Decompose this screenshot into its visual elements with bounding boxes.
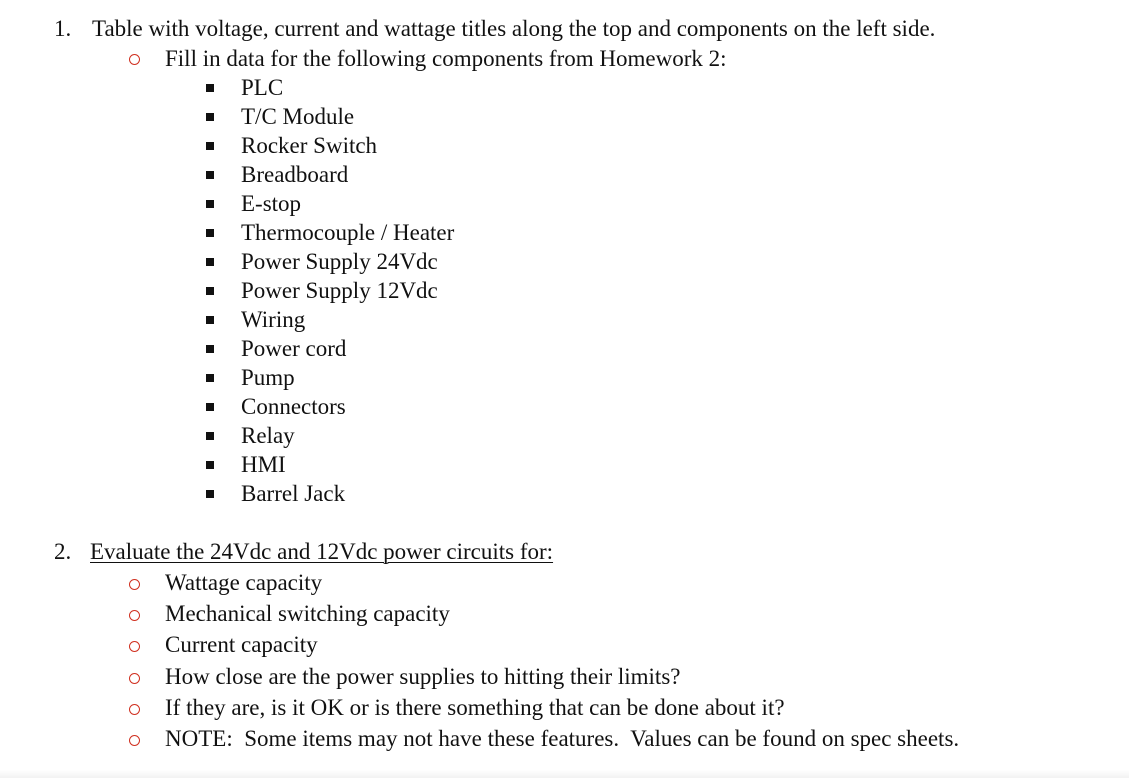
hollow-bullet-icon xyxy=(129,579,140,590)
evaluation-item: How close are the power supplies to hitting their limits? xyxy=(165,664,681,689)
item-1-number: 1. xyxy=(54,16,72,41)
item-2-number: 2. xyxy=(54,539,72,564)
hollow-bullet-icon xyxy=(129,610,140,621)
hollow-bullet-icon xyxy=(129,704,140,715)
square-bullet-icon xyxy=(206,142,214,150)
component-item: E-stop xyxy=(241,191,302,216)
component-item: Power Supply 12Vdc xyxy=(241,278,438,303)
evaluation-item: If they are, is it OK or is there something that can be done about it? xyxy=(165,695,785,720)
component-item: Rocker Switch xyxy=(241,133,378,158)
square-bullet-icon xyxy=(206,229,214,237)
square-bullet-icon xyxy=(206,403,214,411)
component-item: Breadboard xyxy=(241,162,349,187)
component-item: HMI xyxy=(241,452,286,477)
component-item: Barrel Jack xyxy=(241,481,346,506)
square-bullet-icon xyxy=(206,316,214,324)
evaluation-item: NOTE: Some items may not have these features. Values can be found on spec sheets. xyxy=(165,726,960,751)
square-bullet-icon xyxy=(206,258,214,266)
component-item: Relay xyxy=(241,423,295,448)
hollow-bullet-icon xyxy=(129,735,140,746)
item-2-heading: Evaluate the 24Vdc and 12Vdc power circuits for: xyxy=(90,539,554,564)
evaluation-item: Mechanical switching capacity xyxy=(165,601,450,626)
square-bullet-icon xyxy=(206,490,214,498)
square-bullet-icon xyxy=(206,171,214,179)
square-bullet-icon xyxy=(206,113,214,121)
component-item: Thermocouple / Heater xyxy=(241,220,455,245)
square-bullet-icon xyxy=(206,345,214,353)
component-item: PLC xyxy=(241,75,284,100)
square-bullet-icon xyxy=(206,200,214,208)
evaluation-item: Wattage capacity xyxy=(165,570,323,595)
hollow-bullet-icon xyxy=(129,673,140,684)
square-bullet-icon xyxy=(206,287,214,295)
evaluation-item: Current capacity xyxy=(165,632,318,657)
page-bottom-edge xyxy=(0,770,1129,778)
component-item: Power Supply 24Vdc xyxy=(241,249,438,274)
component-item: Pump xyxy=(241,365,295,390)
square-bullet-icon xyxy=(206,461,214,469)
component-item: Wiring xyxy=(241,307,306,332)
square-bullet-icon xyxy=(206,432,214,440)
component-item: Connectors xyxy=(241,394,346,419)
square-bullet-icon xyxy=(206,84,214,92)
hollow-bullet-icon xyxy=(129,641,140,652)
hollow-bullet-icon xyxy=(129,54,140,65)
square-bullet-icon xyxy=(206,374,214,382)
component-item: T/C Module xyxy=(241,104,355,129)
item-1-text: Table with voltage, current and wattage titles along the top and components on the left side. xyxy=(92,16,936,41)
component-item: Power cord xyxy=(241,336,347,361)
item-1-subitem-text: Fill in data for the following components from Homework 2: xyxy=(165,46,727,71)
